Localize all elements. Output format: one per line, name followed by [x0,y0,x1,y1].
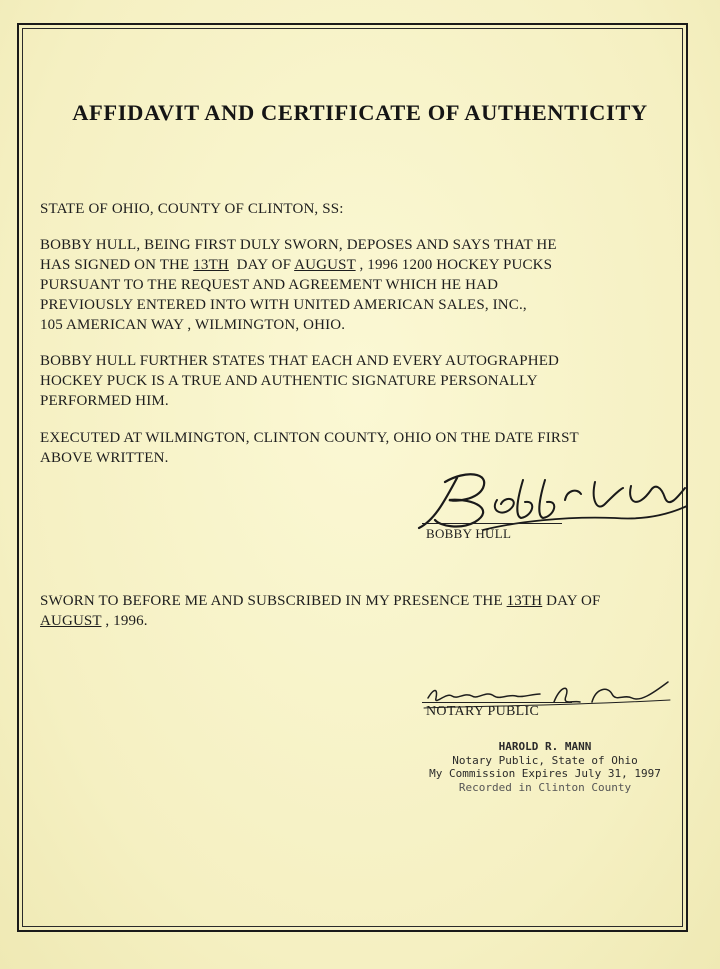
para1-line5: 105 AMERICAN WAY , WILMINGTON, OHIO. [40,317,346,333]
notary-stamp [405,740,685,794]
notary-signature-line [422,702,572,703]
para1-line4: PREVIOUSLY ENTERED INTO WITH UNITED AMERICAN SALES, INC., [40,297,527,313]
stamp-name: HAROLD R. MANN [498,740,592,753]
para2-line1: BOBBY HULL FURTHER STATES THAT EACH AND EVERY AUTOGRAPHED [40,353,559,369]
signer-label: BOBBY HULL [426,526,512,541]
signing-month: AUGUST [294,257,356,273]
para1-line2-post: , 1996 1200 HOCKEY PUCKS [355,257,553,273]
signature-line [422,523,562,524]
sworn-line1-pre: SWORN TO BEFORE ME AND SUBSCRIBED IN MY PRESENCE THE [40,593,507,609]
venue-line: STATE OF OHIO, COUNTY OF CLINTON, SS: [40,201,344,217]
para3-line2: ABOVE WRITTEN. [40,450,169,466]
para2-line2: HOCKEY PUCK IS A TRUE AND AUTHENTIC SIGNATURE PERSONALLY [40,373,538,389]
para1-line2-mid: DAY OF [228,257,295,273]
para1-line2-pre: HAS SIGNED ON THE [40,257,194,273]
signing-day: 13TH [193,257,229,273]
para1-line1: BOBBY HULL, BEING FIRST DULY SWORN, DEPOSES AND SAYS THAT HE [40,237,557,253]
para1-line2 [40,256,552,276]
para3-line1: EXECUTED AT WILMINGTON, CLINTON COUNTY, OHIO ON THE DATE FIRST [40,430,579,446]
sworn-month: AUGUST [40,613,102,629]
para2-line3: PERFORMED HIM. [40,393,169,409]
stamp-line4: Recorded in Clinton County [458,780,632,794]
notary-label: NOTARY PUBLIC [426,704,540,719]
sworn-line1 [40,592,601,612]
para1-line3: PURSUANT TO THE REQUEST AND AGREEMENT WHICH HE HAD [40,277,499,293]
stamp-line2: Notary Public, State of Ohio [452,753,638,767]
sworn-day: 13TH [506,593,543,609]
sworn-line2 [40,612,148,632]
stamp-line3: My Commission Expires July 31, 1997 [429,767,661,780]
sworn-line1-post: DAY OF [542,593,601,609]
document-title: AFFIDAVIT AND CERTIFICATE OF AUTHENTICITY [72,100,648,125]
sworn-line2-post: , 1996. [101,613,148,629]
